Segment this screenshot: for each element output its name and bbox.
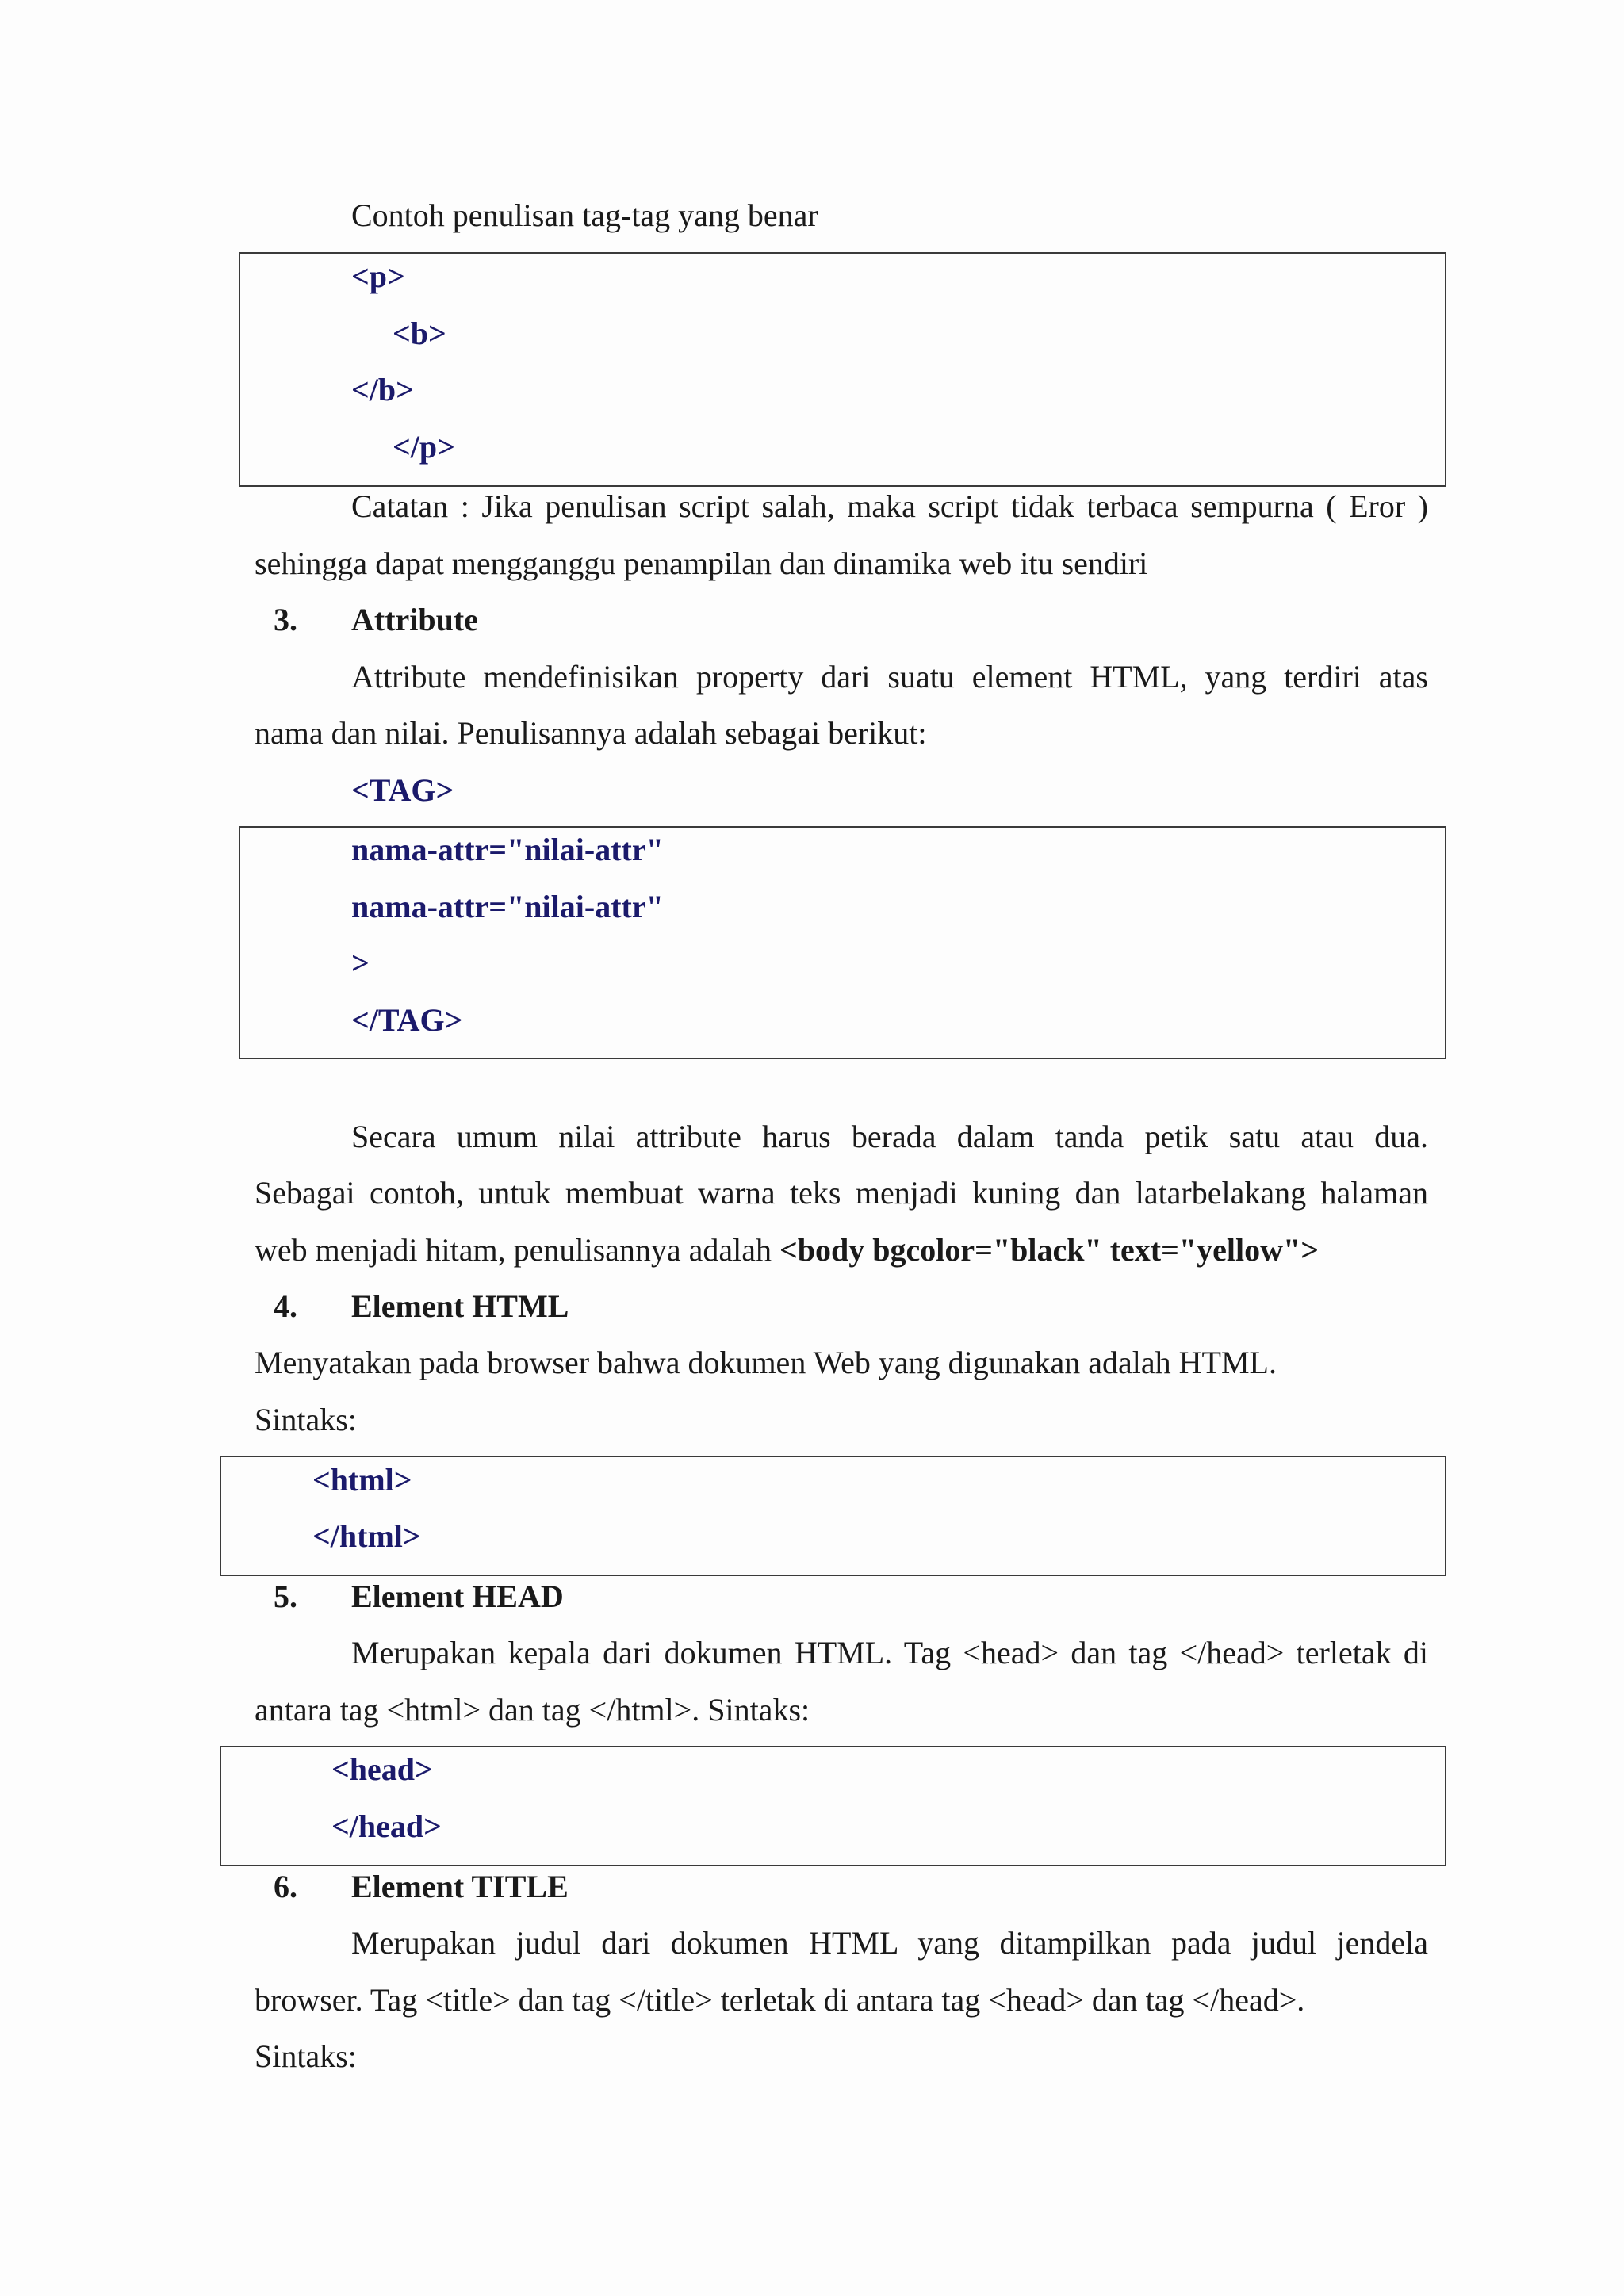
section-5-number: 5. [274,1578,297,1614]
code-attr-line-2: nama-attr="nilai-attr" [351,889,664,924]
note-line-1: Catatan : Jika penulisan script salah, maka script tidak terbaca sempurna ( Eror ) [351,488,1428,524]
section-3-para2-line-3 [255,1222,1319,1278]
code-line-b-close: </b> [351,372,414,408]
section-6-syntax-label: Sintaks: [255,2038,357,2074]
section-6-number: 6. [274,1869,297,1904]
code-tag-open: <TAG> [351,772,454,808]
section-4-syntax-label: Sintaks: [255,1402,357,1437]
section-3-para-line-2: nama dan nilai. Penulisannya adalah sebagai berikut: [255,715,927,751]
note-line-2: sehingga dapat mengganggu penampilan dan dinamika web itu sendiri [255,545,1148,581]
code-tag-close: </TAG> [351,1002,463,1038]
section-4-number: 4. [274,1288,297,1324]
code-html-close: </html> [312,1518,421,1554]
code-html-open: <html> [312,1462,412,1498]
section-4-para: Menyatakan pada browser bahwa dokumen Web yang digunakan adalah HTML. [255,1345,1277,1380]
code-line-p-open: <p> [351,258,405,294]
code-line-b-open: <b> [393,316,446,351]
section-6-title: Element TITLE [351,1869,569,1904]
section-3-number: 3. [274,602,297,637]
section-3-para2-line-1: Secara umum nilai attribute harus berada dalam tanda petik satu atau dua. [351,1119,1428,1154]
section-6-para-line-2: browser. Tag <title> dan tag </title> terletak di antara tag <head> dan tag </head>. [255,1982,1305,2018]
section-3-para2-line-2: Sebagai contoh, untuk membuat warna teks menjadi kuning dan latarbelakang halaman [255,1175,1428,1211]
code-attr-line-1: nama-attr="nilai-attr" [351,832,664,867]
code-head-open: <head> [331,1751,433,1787]
body-bgcolor-example: <body bgcolor="black" text="yellow"> [779,1232,1319,1268]
section-4-title: Element HTML [351,1288,569,1324]
section-3-title: Attribute [351,602,478,637]
section-5-title: Element HEAD [351,1578,564,1614]
section-6-para-line-1: Merupakan judul dari dokumen HTML yang ditampilkan pada judul jendela [351,1925,1428,1961]
code-line-p-close: </p> [393,429,455,465]
intro-heading: Contoh penulisan tag-tag yang benar [351,197,818,233]
section-5-para-line-2: antara tag <html> dan tag </html>. Sintaks: [255,1692,810,1728]
code-head-close: </head> [331,1808,442,1844]
section-3-para2-line-3-text: web menjadi hitam, penulisannya adalah [255,1232,780,1268]
code-attr-close-bracket: > [351,945,370,981]
section-3-para-line-1: Attribute mendefinisikan property dari suatu element HTML, yang terdiri atas [351,659,1428,695]
section-5-para-line-1: Merupakan kepala dari dokumen HTML. Tag <head> dan tag </head> terletak di [351,1635,1428,1670]
